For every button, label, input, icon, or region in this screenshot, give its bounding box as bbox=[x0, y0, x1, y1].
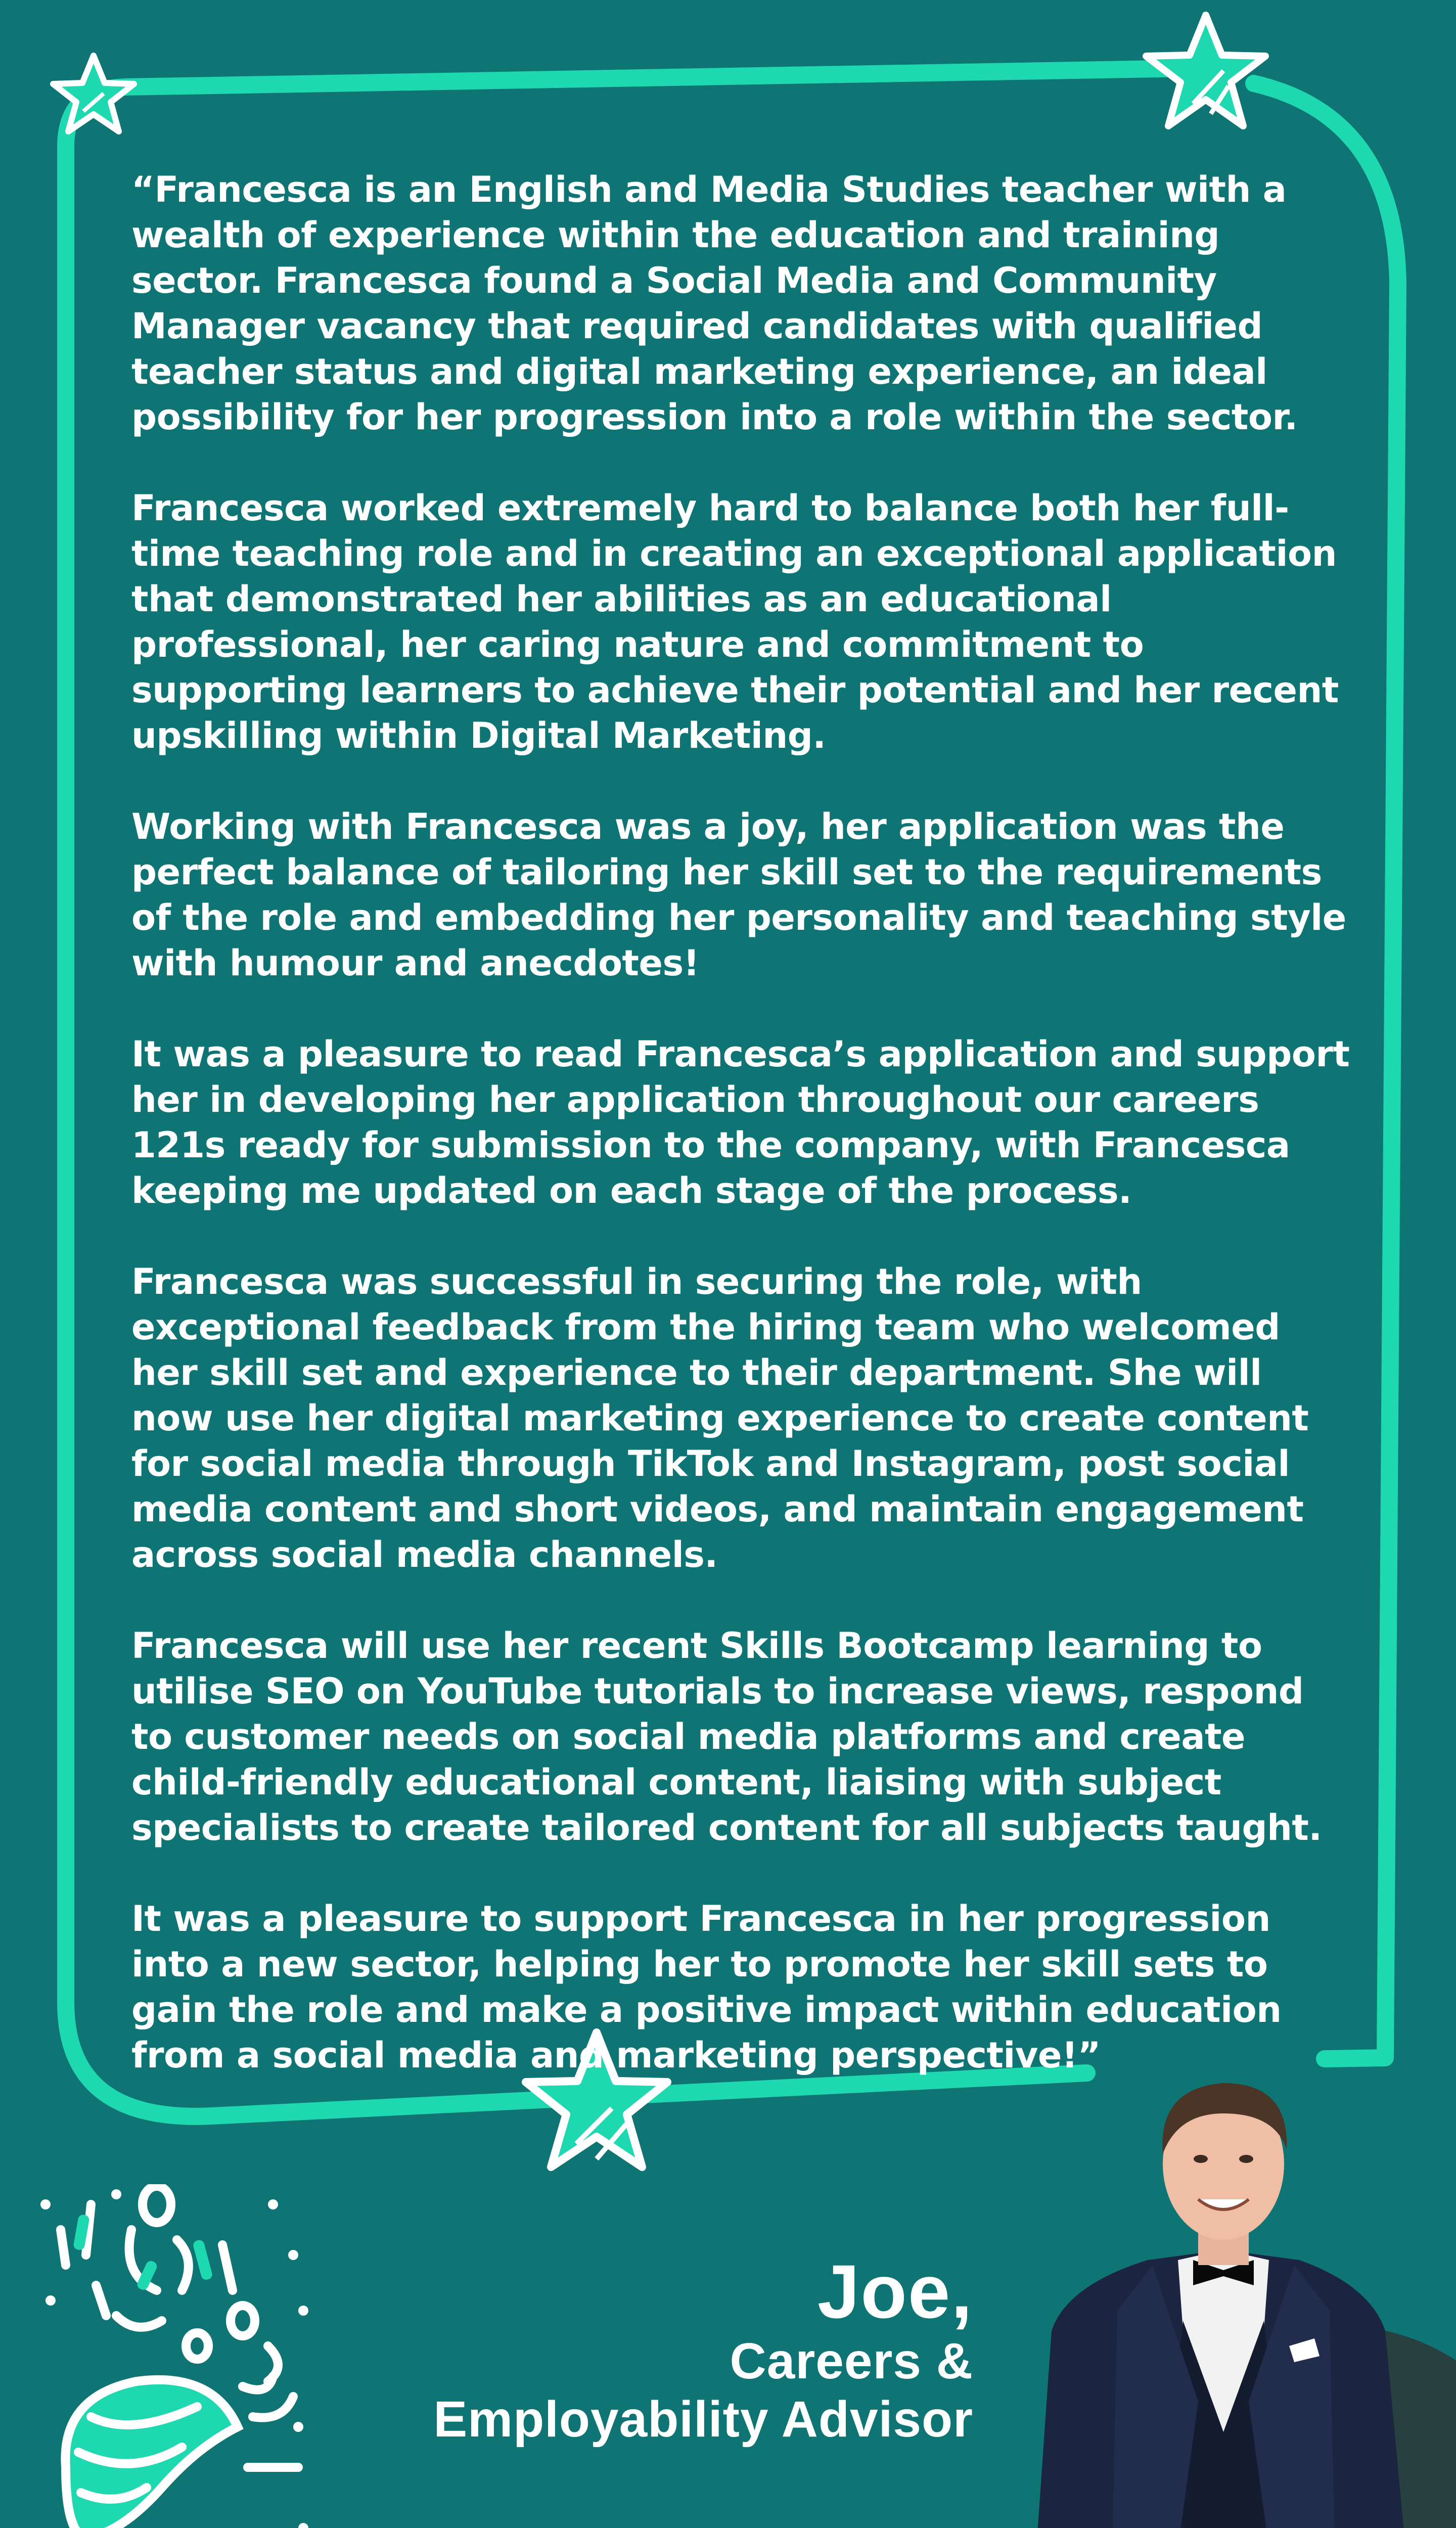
testimonial-paragraph-4: It was a pleasure to read Francesca’s application and support her in developing her application throughout our careers 121s ready for submission to the company, with Francesca keeping me updated on each stage of the process. bbox=[131, 1033, 1350, 1211]
advisor-portrait bbox=[986, 2048, 1456, 2528]
testimonial-paragraph-3: Working with Francesca was a joy, her application was the perfect balance of tailoring her skill set to the requirements of the role and embedding her personality and teaching style with humour and anecdotes! bbox=[131, 806, 1346, 984]
testimonial-paragraph-5: Francesca was successful in securing the role, with exceptional feedback from the hiring team who welcomed her skill set and experience to their department. She will now use her digital marketing experience to create content for social media through TikTok and Instagram, post social media content and short videos, and maintain engagement across social media channels. bbox=[131, 1261, 1309, 1575]
testimonial-paragraph-1: “Francesca is an English and Media Studies teacher with a wealth of experience within the education and training sector. Francesca found a Social Media and Community Manager vacancy that required candidates with qualified teacher status and digital marketing experience, an ideal possibility for her progression into a role within the sector. bbox=[131, 169, 1298, 438]
advisor-role-line-2: Employability Advisor bbox=[433, 2391, 973, 2448]
testimonial-quote bbox=[131, 167, 1355, 2124]
advisor-name: Joe, bbox=[817, 2249, 973, 2334]
testimonial-paragraph-7: It was a pleasure to support Francesca in her progression into a new sector, helping her to promote her skill sets to gain the role and make a positive impact within education from a social media and marketing perspective!” bbox=[131, 1898, 1282, 2076]
testimonial-paragraph-6: Francesca will use her recent Skills Bootcamp learning to utilise SEO on YouTube tutorials to increase views, respond to customer needs on social media platforms and create child-friendly educational content, liaising with subject specialists to create tailored content for all subjects taught. bbox=[131, 1625, 1322, 1848]
advisor-signature bbox=[215, 2250, 973, 2450]
testimonial-paragraph-2: Francesca worked extremely hard to balance both her full-time teaching role and in creating an exceptional application that demonstrated her abilities as an educational professional, her caring nature and commitment to supporting learners to achieve their potential and her recent upskilling within Digital Marketing. bbox=[131, 487, 1339, 756]
advisor-role-line-1: Careers & bbox=[730, 2333, 973, 2389]
star-icon bbox=[1146, 15, 1265, 126]
